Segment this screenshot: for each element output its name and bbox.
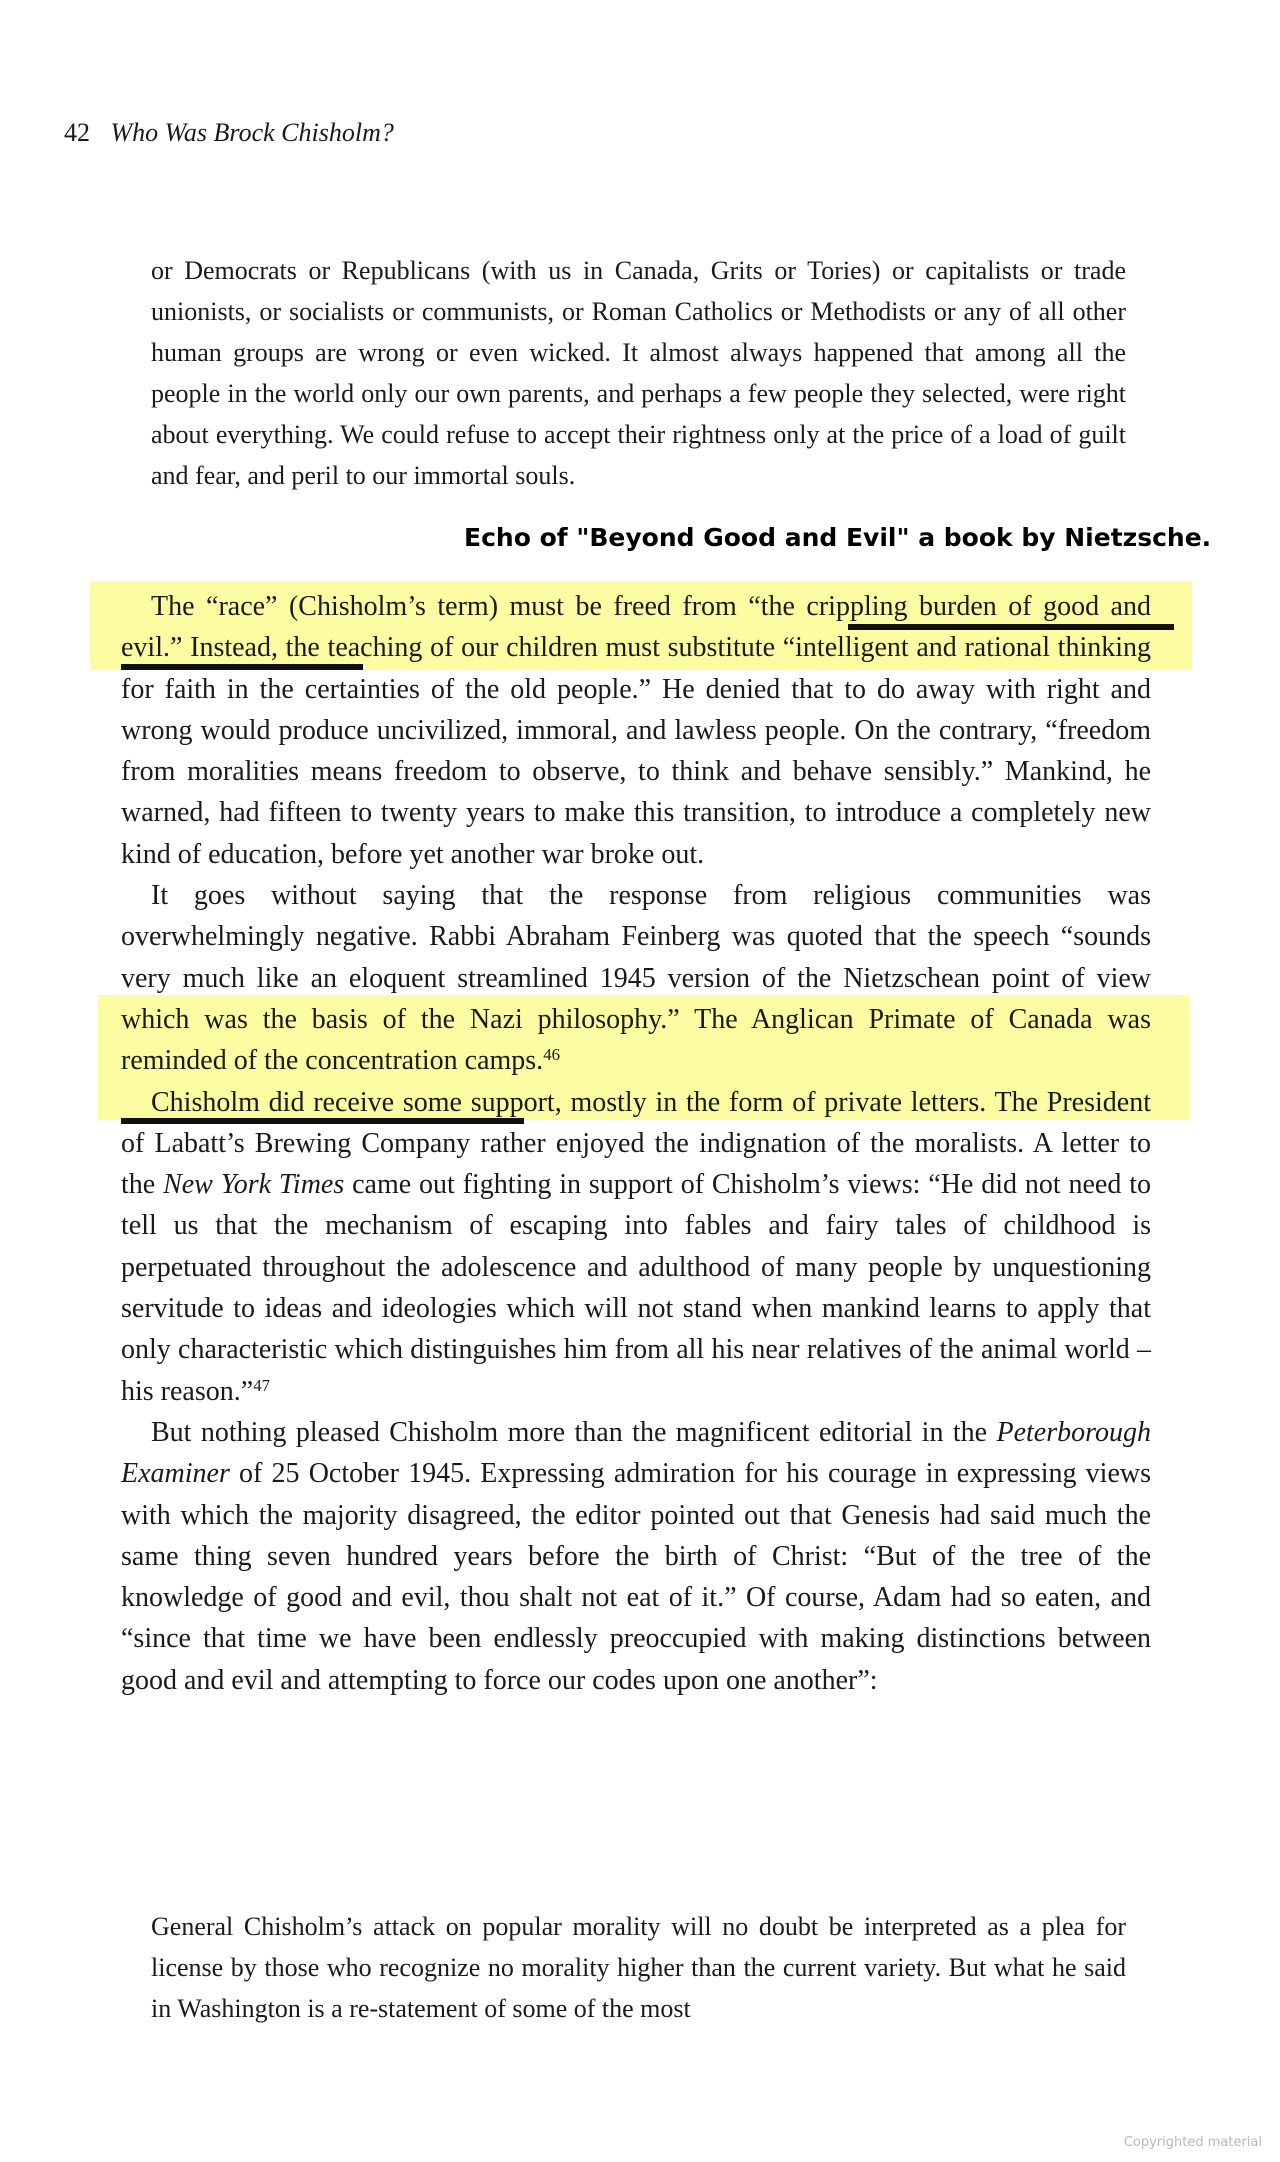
paragraph-1	[121, 586, 1151, 875]
page-number: 42	[64, 118, 90, 147]
paragraph-4-text-2: of 25 October 1945. Expressing admiration for his courage in expressing views with which the majority disagreed, the editor pointed out that Genesis had said much the same thing seven hundred years before the birth of Christ: “But of the tree of the knowledge of good and evil, thou shalt not eat of it.” Of course, Adam had so eaten, and “since that time we have been endlessly preoccupied with making distinctions between good and evil and attempting to force our codes upon one another”:	[121, 1458, 1151, 1696]
paragraph-3-text-1: Chisholm did receive some support, mostly in the form of private letters. The President of Labatt’s Brewing Company rather enjoyed the indignation of the moralists. A letter to the	[121, 1086, 1151, 1201]
paragraph-2-highlight-2: which was the basis of the Nazi philosophy.”	[121, 1003, 680, 1035]
paragraph-2-highlight-1: overwhelmingly negative. Rabbi Abraham Feinberg was quoted that the speech “sounds very much like an eloquent streamlined 1945 version of	[121, 921, 1151, 994]
copyright-watermark: Copyrighted material	[1123, 2135, 1262, 2150]
paragraph-1-mid: ” Instead, the teaching of our children must substitute	[170, 632, 776, 664]
paragraph-1-lead: The “race” (Chisholm’s term) must be freed from	[151, 591, 749, 622]
paragraph-4-newspaper: Peterborough Examiner	[121, 1416, 1151, 1490]
paragraph-2-lead: It goes without saying that the response from religious communities was	[151, 880, 1151, 912]
footnote-47: 47	[253, 1375, 270, 1395]
paragraph-4-text-1: But nothing pleased Chisholm more than the magnificent editorial in the	[151, 1416, 997, 1448]
paragraph-1-rest: “intelligent and rational thinking for faith in the certainties of the old people.” He denied that to do away with right and wrong would produce uncivilized, immoral, and lawless people. On the contrary, “freedom from moralities means freedom to observe, to think and behave sensibly.” Mankind, he warned, had fifteen to twenty years to make this transition, to introduce a completely new kind of education, before yet another war broke out.	[121, 632, 1152, 870]
paragraph-4	[121, 1412, 1151, 1701]
footnote-46: 46	[543, 1045, 560, 1065]
running-header	[64, 116, 394, 150]
block-quote-1-text: or Democrats or Republicans (with us in Canada, Grits or Tories) or capitalists or trade unionists, or socialists or communists, or Roman Catholics or Methodists or any of all other human groups are wrong or even wicked. It almost always happened that among all the people in the world only our own parents, and perhaps a few people they selected, were right about everything. We could refuse to accept their rightness only at the price of a load of guilt and fear, and peril to our immortal souls.	[151, 256, 1126, 490]
margin-annotation: Echo of "Beyond Good and Evil" a book by Nietzsche.	[464, 523, 1212, 552]
paragraph-3	[121, 1082, 1151, 1412]
block-quote-2	[151, 1906, 1126, 2029]
block-quote-2-text: General Chisholm’s attack on popular morality will no doubt be interpreted as a plea for license by those who recognize no morality higher than the current variety. But what he said in Washington is a re-statement of some of the most	[151, 1912, 1126, 2023]
paragraph-3-text-2: came out fighting in support of Chisholm’s views: “He did not need to tell us that the mechanism of escaping into fables and fairy tales of childhood is perpetuated throughout the adolescence and adulthood of many people by unquestioning servitude to ideas and ideologies which will not stand when mankind learns to apply that only characteristic which distinguishes him from all his near relatives of the animal world – his reason.”	[121, 1169, 1151, 1407]
paragraph-2-rest: The Anglican Primate of Canada was reminded of the concentration camps.	[121, 1003, 1151, 1077]
paragraph-2	[121, 875, 1151, 1081]
block-quote-1	[151, 250, 1126, 496]
paragraph-3-newspaper: New York Times	[163, 1169, 345, 1201]
paragraph-2-underlined: the Nietzschean point of view	[797, 962, 1151, 994]
running-title: Who Was Brock Chisholm?	[110, 118, 394, 147]
paragraph-1-underlined: “the crippling burden of good and evil.	[121, 591, 1151, 664]
body-text	[121, 586, 1151, 1701]
